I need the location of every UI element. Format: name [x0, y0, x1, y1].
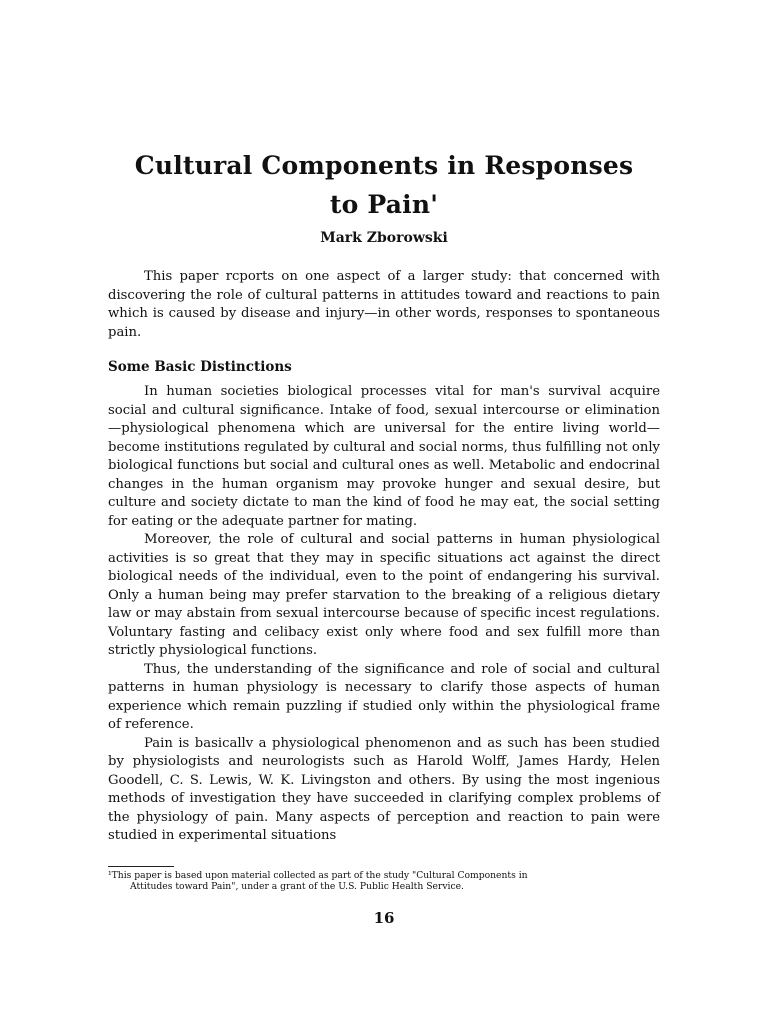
page-number: 16	[373, 909, 395, 927]
abstract-paragraph: This paper rcports on one aspect of a larger study: that concerned with discovering the role of cultural patterns in attitudes toward and reactions to pain which is caused by disease and injury—in other words, responses to spontaneous pain.	[108, 269, 660, 340]
footnote-line-2: Attitudes toward Pain", under a grant of the U.S. Public Health Service.	[130, 880, 464, 892]
footnote-divider	[108, 866, 174, 867]
section-heading: Some Basic Distinctions	[108, 359, 292, 375]
article-title-line-2: to Pain'	[329, 190, 439, 219]
body-text	[108, 383, 660, 846]
body-paragraph-3: Thus, the understanding of the significance and role of social and cultural patterns in human physiology is necessary to clarify those aspects of human experience which remain puzzling if studied only within the physiological frame of reference.	[108, 661, 660, 732]
article-title-line-1: Cultural Components in Responses	[134, 151, 634, 180]
footnote	[108, 871, 660, 892]
abstract	[108, 268, 660, 342]
body-paragraph-1: In human societies biological processes vital for man's survival acquire social and cultural significance. Intake of food, sexual intercourse or elimination—physiological phenomena which are universal for the entire living world—become institutions regulated by cultural and social norms, thus fulfilling not only biological functions but social and cultural ones as well. Metabolic and endocrinal changes in the human organism may provoke hunger and sexual desire, but culture and society dictate to man the kind of food he may eat, the social setting for eating or the adequate partner for mating.	[108, 384, 660, 529]
author-name: Mark Zborowski	[320, 230, 448, 246]
body-paragraph-4: Pain is basicallv a physiological phenomenon and as such has been studied by physiologists and neurologists such as Harold Wolff, James Hardy, Helen Goodell, C. S. Lewis, W. K. Livingston and others. By using the most ingenious methods of investigation they have succeeded in clarifying complex problems of the physiology of pain. Many aspects of perception and reaction to pain were studied in experimental situations	[108, 735, 660, 843]
footnote-line-1: ¹This paper is based upon material collected as part of the study "Cultural Components in	[108, 870, 528, 881]
body-paragraph-2: Moreover, the role of cultural and social patterns in human physiological activities is so great that they may in specific situations act against the direct biological needs of the individual, even to the point of endangering his survival. Only a human being may prefer starvation to the breaking of a religious dietary law or may abstain from sexual intercourse because of specific incest regulations. Voluntary fasting and celibacy exist only where food and sex fulfill more than strictly physiological functions.	[108, 532, 660, 658]
